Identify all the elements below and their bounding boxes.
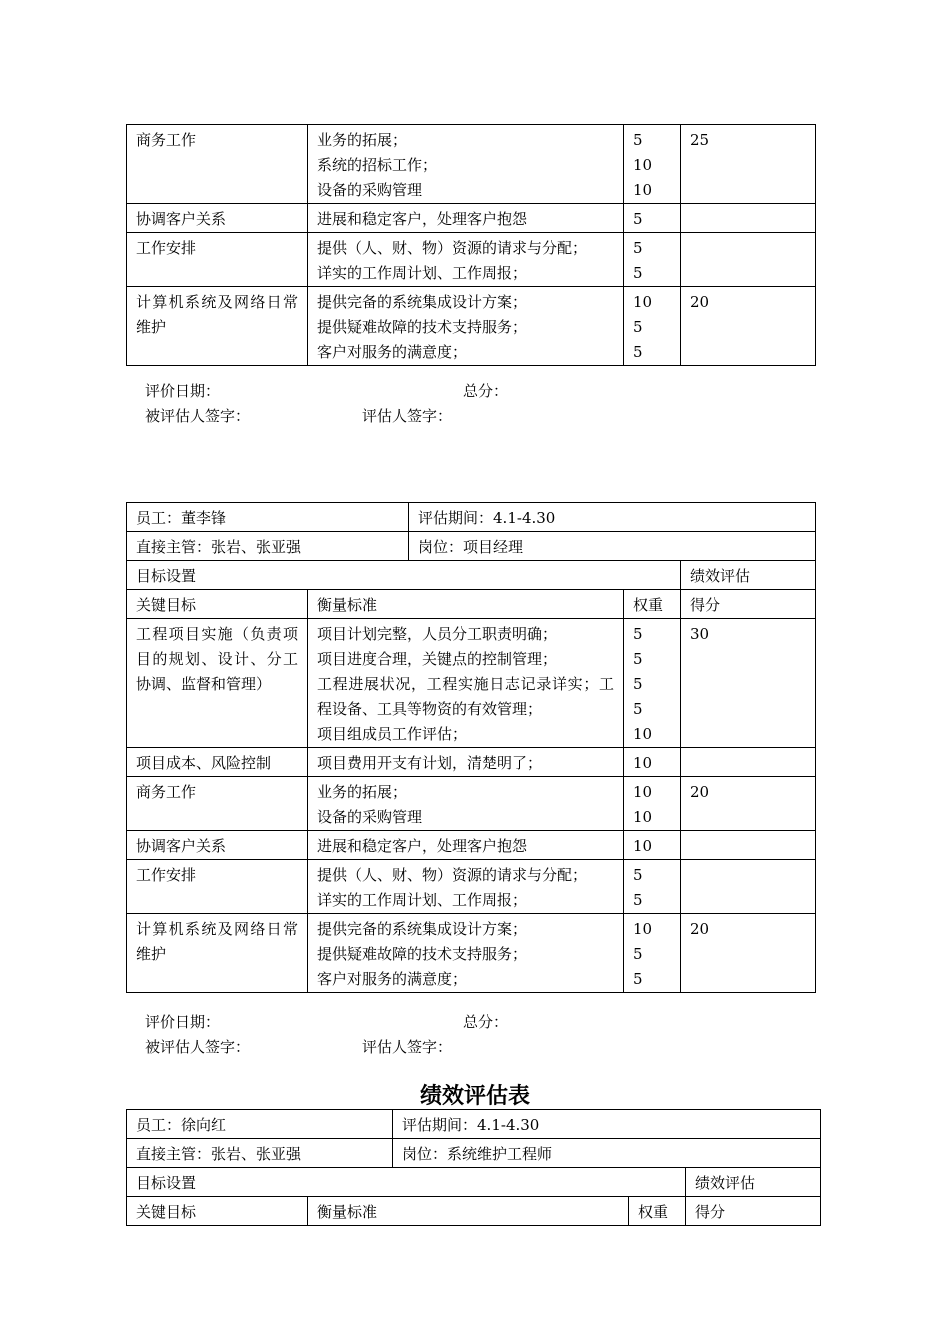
evaluation-table-2 bbox=[126, 502, 816, 993]
evaluation-period: 评估期间：4.1-4.30 bbox=[409, 503, 816, 532]
criteria-cell-line: 提供疑难故障的技术支持服务； bbox=[317, 318, 528, 336]
table-row bbox=[127, 204, 816, 233]
goal-cell-line: 计算机系统及网络日常维护 bbox=[136, 920, 298, 963]
position: 岗位：项目经理 bbox=[409, 532, 816, 561]
column-header-row bbox=[127, 1197, 821, 1226]
table-row bbox=[127, 619, 816, 748]
weight-cell-line: 5 bbox=[633, 210, 643, 228]
col-criteria-header: 衡量标准 bbox=[308, 1197, 629, 1226]
weight-cell-line: 5 bbox=[633, 318, 643, 336]
total-score-label: 总分： bbox=[463, 382, 509, 400]
goal-cell bbox=[127, 777, 308, 831]
table-row bbox=[127, 860, 816, 914]
employee-name: 员工：徐向红 bbox=[127, 1110, 393, 1139]
goal-cell-line: 项目成本、风险控制 bbox=[136, 754, 272, 772]
eval-date-label: 评价日期： bbox=[145, 382, 221, 400]
score-cell bbox=[681, 204, 816, 233]
criteria-cell-line: 系统的招标工作； bbox=[317, 156, 438, 174]
weight-cell-line: 5 bbox=[633, 131, 643, 149]
table-row bbox=[127, 287, 816, 366]
table-row bbox=[127, 914, 816, 993]
goal-cell bbox=[127, 619, 308, 748]
weight-cell-line: 5 bbox=[633, 239, 643, 257]
weight-cell-line: 5 bbox=[633, 945, 643, 963]
table-row bbox=[127, 748, 816, 777]
weight-cell bbox=[624, 233, 681, 287]
weight-cell-line: 10 bbox=[633, 920, 653, 938]
criteria-cell-line: 业务的拓展； bbox=[317, 131, 408, 149]
weight-cell bbox=[624, 860, 681, 914]
goal-cell-line: 计算机系统及网络日常维护 bbox=[136, 293, 298, 336]
criteria-cell-line: 提供完备的系统集成设计方案； bbox=[317, 920, 528, 938]
weight-cell-line: 10 bbox=[633, 725, 653, 743]
weight-cell-line: 5 bbox=[633, 343, 643, 361]
evaluator-signature-label: 评估人签字： bbox=[362, 407, 453, 425]
table-row bbox=[127, 831, 816, 860]
supervisor: 直接主管：张岩、张亚强 bbox=[127, 1139, 393, 1168]
weight-cell-line: 5 bbox=[633, 625, 643, 643]
employee-signature-label: 被评估人签字： bbox=[145, 1038, 251, 1056]
criteria-cell bbox=[308, 777, 624, 831]
performance-eval-label: 绩效评估 bbox=[686, 1168, 821, 1197]
criteria-cell-line: 详实的工作周计划、工作周报； bbox=[317, 891, 528, 909]
table-row bbox=[127, 125, 816, 204]
goal-cell-line: 协调客户关系 bbox=[136, 210, 227, 228]
criteria-cell bbox=[308, 860, 624, 914]
goal-cell bbox=[127, 204, 308, 233]
weight-cell-line: 5 bbox=[633, 866, 643, 884]
employee-row bbox=[127, 1110, 821, 1139]
col-goal-header: 关键目标 bbox=[127, 590, 308, 619]
score-cell bbox=[681, 860, 816, 914]
criteria-cell bbox=[308, 204, 624, 233]
score-cell bbox=[681, 748, 816, 777]
criteria-cell-line: 进展和稳定客户，处理客户抱怨 bbox=[317, 837, 528, 855]
goal-cell-line: 商务工作 bbox=[136, 783, 197, 801]
criteria-cell-line: 工程进展状况，工程实施日志记录详实；工程设备、工具等物资的有效管理； bbox=[317, 675, 615, 718]
weight-cell bbox=[624, 748, 681, 777]
column-header-row bbox=[127, 590, 816, 619]
score-cell: 20 bbox=[681, 777, 816, 831]
eval-date-label: 评价日期： bbox=[145, 1013, 221, 1031]
goal-cell-line: 工作安排 bbox=[136, 239, 197, 257]
goal-cell-line: 协调客户关系 bbox=[136, 837, 227, 855]
evaluation-period: 评估期间：4.1-4.30 bbox=[393, 1110, 821, 1139]
criteria-cell bbox=[308, 287, 624, 366]
criteria-cell-line: 业务的拓展； bbox=[317, 783, 408, 801]
supervisor: 直接主管：张岩、张亚强 bbox=[127, 532, 409, 561]
col-weight-header: 权重 bbox=[629, 1197, 686, 1226]
score-cell bbox=[681, 831, 816, 860]
weight-cell-line: 10 bbox=[633, 293, 653, 311]
performance-eval-label: 绩效评估 bbox=[681, 561, 816, 590]
evaluation-table-1 bbox=[126, 124, 816, 366]
criteria-cell bbox=[308, 619, 624, 748]
goal-cell-line: 工作安排 bbox=[136, 866, 197, 884]
criteria-cell-line: 提供（人、财、物）资源的请求与分配； bbox=[317, 866, 588, 884]
position: 岗位：系统维护工程师 bbox=[393, 1139, 821, 1168]
col-criteria-header: 衡量标准 bbox=[308, 590, 624, 619]
evaluator-signature-label: 评估人签字： bbox=[362, 1038, 453, 1056]
table-body bbox=[127, 1110, 821, 1226]
weight-cell-line: 5 bbox=[633, 650, 643, 668]
criteria-cell bbox=[308, 831, 624, 860]
weight-cell-line: 10 bbox=[633, 837, 653, 855]
section-row bbox=[127, 561, 816, 590]
weight-cell-line: 10 bbox=[633, 181, 653, 199]
goal-cell bbox=[127, 831, 308, 860]
criteria-cell bbox=[308, 914, 624, 993]
weight-cell-line: 10 bbox=[633, 754, 653, 772]
employee-row bbox=[127, 503, 816, 532]
criteria-cell-line: 设备的采购管理 bbox=[317, 808, 423, 826]
criteria-cell-line: 客户对服务的满意度； bbox=[317, 343, 468, 361]
weight-cell bbox=[624, 914, 681, 993]
col-score-header: 得分 bbox=[686, 1197, 821, 1226]
score-cell: 30 bbox=[681, 619, 816, 748]
goal-cell bbox=[127, 914, 308, 993]
weight-cell bbox=[624, 777, 681, 831]
supervisor-row bbox=[127, 1139, 821, 1168]
weight-cell bbox=[624, 831, 681, 860]
criteria-cell-line: 提供（人、财、物）资源的请求与分配； bbox=[317, 239, 588, 257]
goal-setting-label: 目标设置 bbox=[127, 561, 681, 590]
table-row bbox=[127, 777, 816, 831]
weight-cell bbox=[624, 619, 681, 748]
score-cell bbox=[681, 233, 816, 287]
weight-cell bbox=[624, 125, 681, 204]
weight-cell-line: 5 bbox=[633, 264, 643, 282]
weight-cell-line: 10 bbox=[633, 156, 653, 174]
criteria-cell-line: 客户对服务的满意度； bbox=[317, 970, 468, 988]
goal-cell bbox=[127, 125, 308, 204]
weight-cell-line: 5 bbox=[633, 675, 643, 693]
employee-name: 员工：董李锋 bbox=[127, 503, 409, 532]
col-score-header: 得分 bbox=[681, 590, 816, 619]
col-goal-header: 关键目标 bbox=[127, 1197, 308, 1226]
weight-cell-line: 5 bbox=[633, 970, 643, 988]
score-cell: 20 bbox=[681, 287, 816, 366]
goal-cell bbox=[127, 860, 308, 914]
criteria-cell-line: 项目进度合理，关键点的控制管理； bbox=[317, 650, 558, 668]
goal-cell-line: 工程项目实施（负责项目的规划、设计、分工协调、监督和管理） bbox=[136, 625, 298, 693]
weight-cell bbox=[624, 204, 681, 233]
criteria-cell-line: 项目费用开支有计划，清楚明了； bbox=[317, 754, 543, 772]
weight-cell-line: 5 bbox=[633, 891, 643, 909]
weight-cell-line: 10 bbox=[633, 808, 653, 826]
criteria-cell-line: 项目计划完整，人员分工职责明确； bbox=[317, 625, 558, 643]
supervisor-row bbox=[127, 532, 816, 561]
criteria-cell-line: 提供完备的系统集成设计方案； bbox=[317, 293, 528, 311]
score-cell: 25 bbox=[681, 125, 816, 204]
weight-cell-line: 10 bbox=[633, 783, 653, 801]
total-score-label: 总分： bbox=[463, 1013, 509, 1031]
form-title: 绩效评估表 bbox=[419, 1083, 530, 1109]
employee-signature-label: 被评估人签字： bbox=[145, 407, 251, 425]
table-row bbox=[127, 233, 816, 287]
goal-cell bbox=[127, 233, 308, 287]
goal-cell bbox=[127, 748, 308, 777]
goal-setting-label: 目标设置 bbox=[127, 1168, 686, 1197]
goal-cell bbox=[127, 287, 308, 366]
criteria-cell bbox=[308, 125, 624, 204]
score-cell: 20 bbox=[681, 914, 816, 993]
weight-cell bbox=[624, 287, 681, 366]
criteria-cell bbox=[308, 748, 624, 777]
criteria-cell bbox=[308, 233, 624, 287]
col-weight-header: 权重 bbox=[624, 590, 681, 619]
criteria-cell-line: 详实的工作周计划、工作周报； bbox=[317, 264, 528, 282]
criteria-cell-line: 进展和稳定客户，处理客户抱怨 bbox=[317, 210, 528, 228]
criteria-cell-line: 提供疑难故障的技术支持服务； bbox=[317, 945, 528, 963]
goal-cell-line: 商务工作 bbox=[136, 131, 197, 149]
table-body bbox=[127, 125, 816, 366]
evaluation-table-3 bbox=[126, 1109, 821, 1226]
criteria-cell-line: 项目组成员工作评估； bbox=[317, 725, 468, 743]
section-row bbox=[127, 1168, 821, 1197]
weight-cell-line: 5 bbox=[633, 700, 643, 718]
table-body bbox=[127, 503, 816, 993]
criteria-cell-line: 设备的采购管理 bbox=[317, 181, 423, 199]
